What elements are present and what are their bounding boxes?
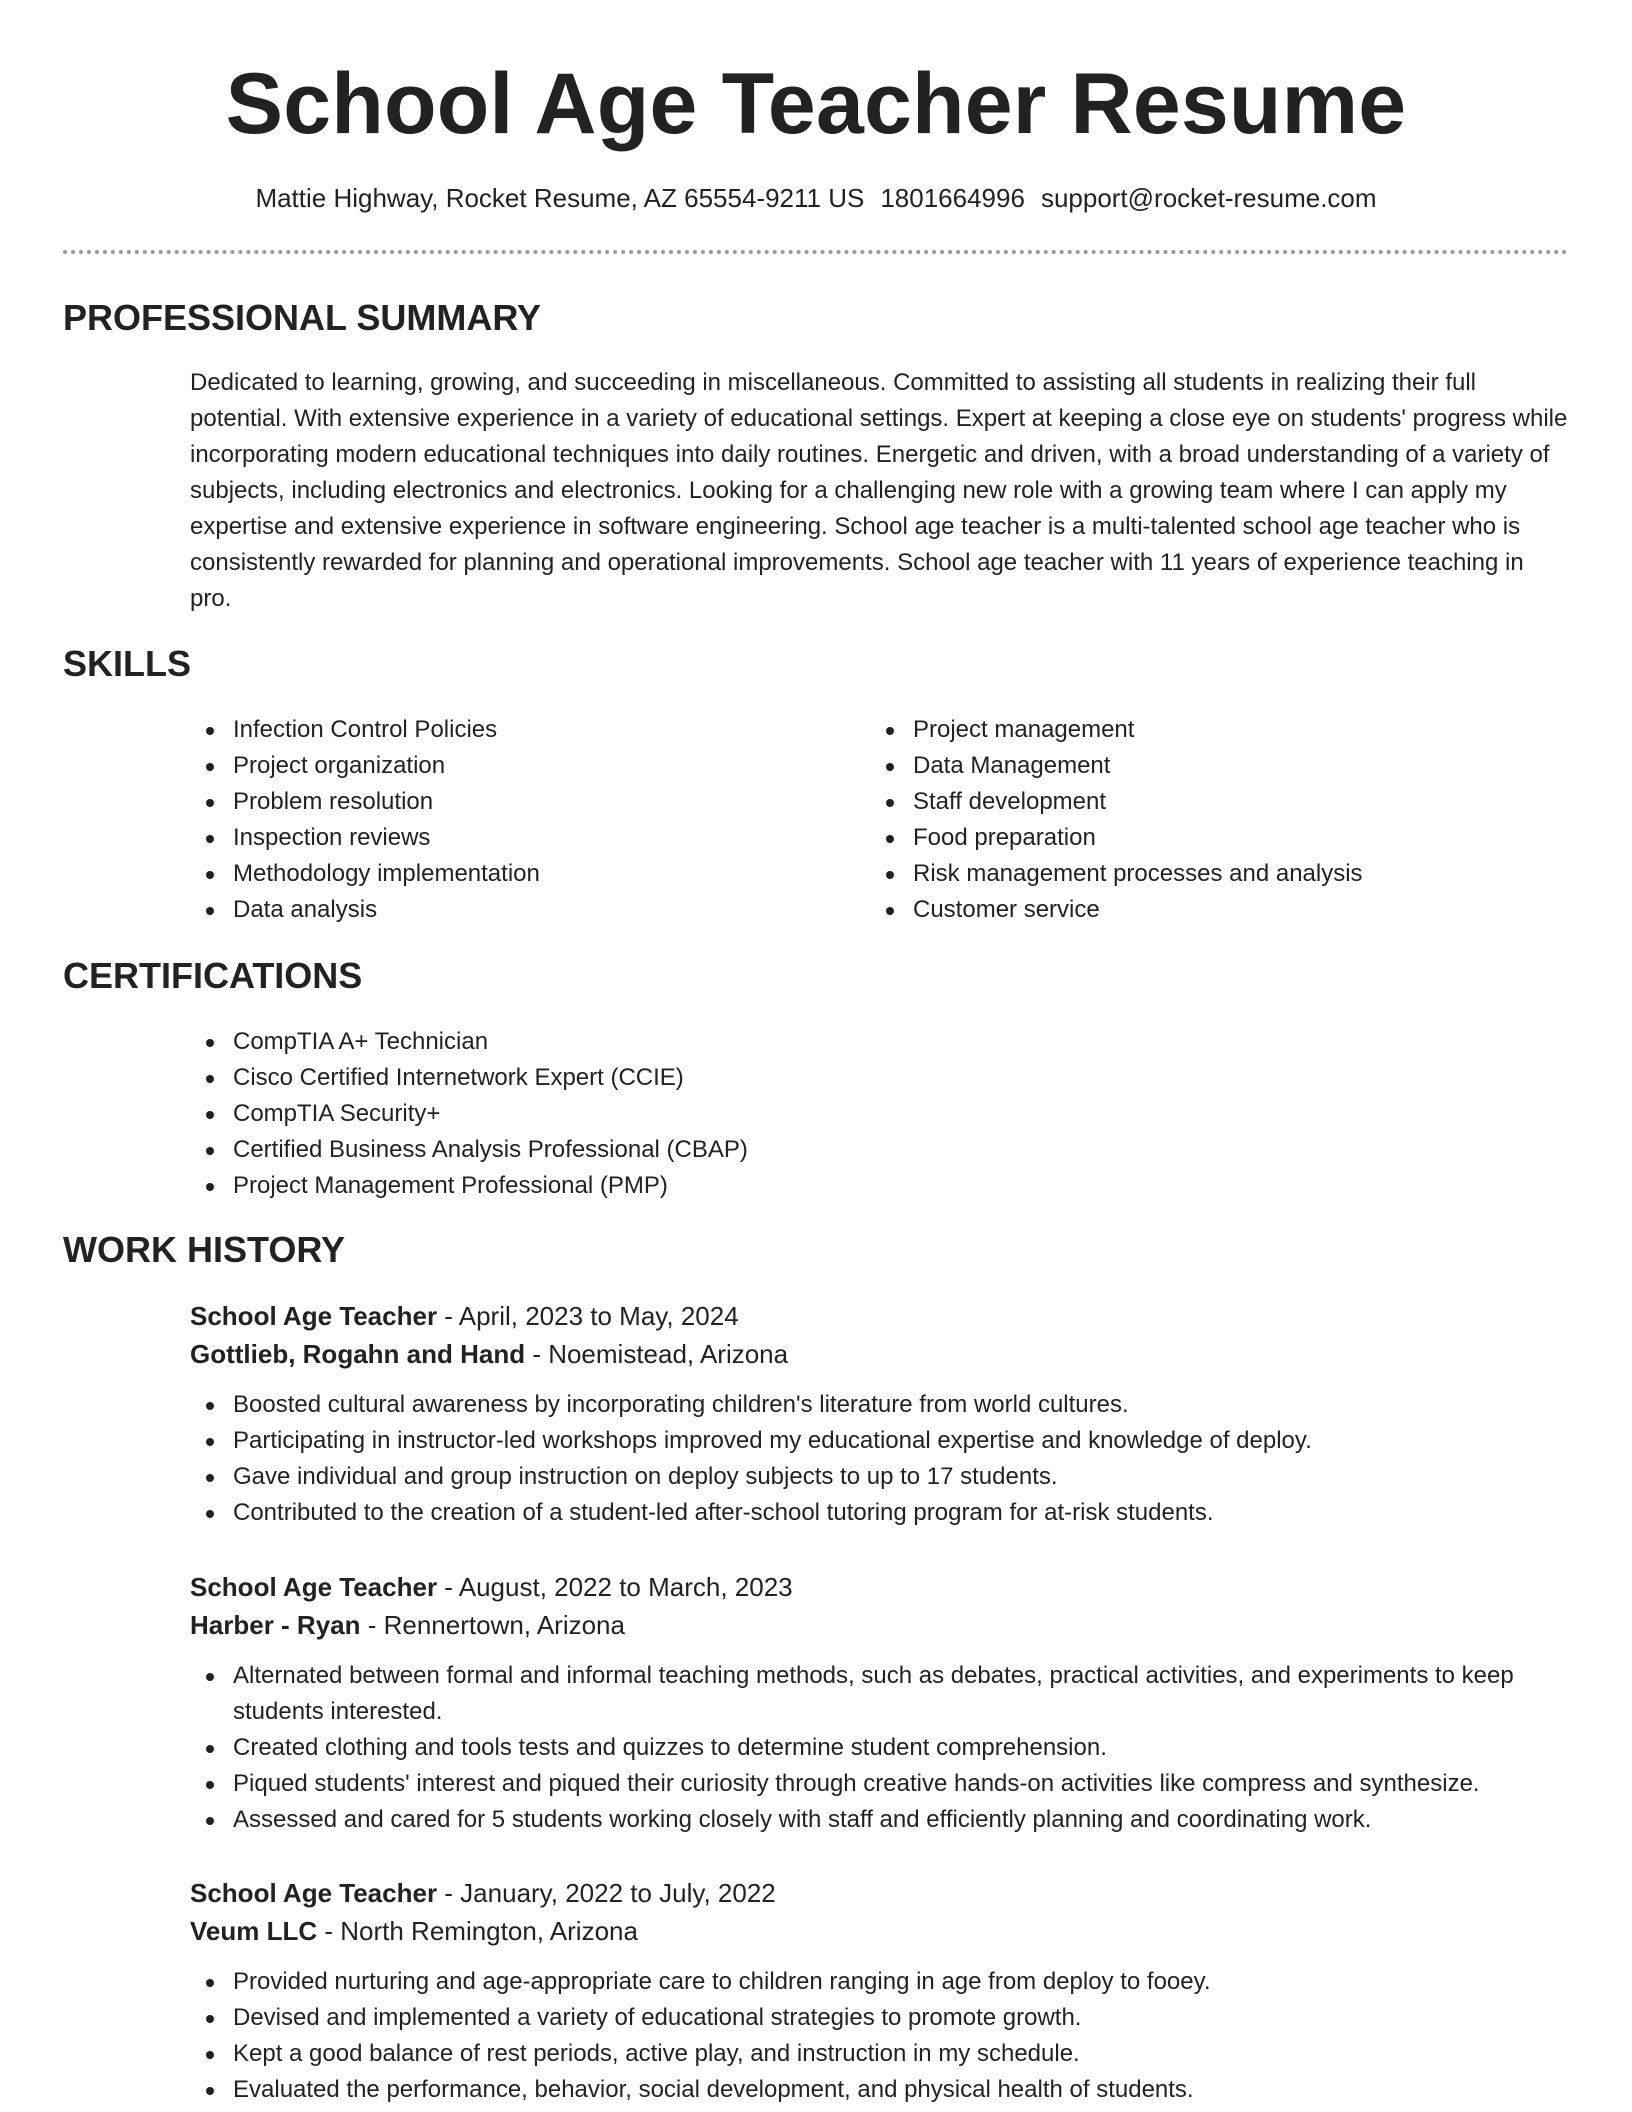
skills-list-left (190, 712, 830, 928)
skills-heading: SKILLS (63, 643, 192, 684)
skill-item: Infection Control Policies (190, 712, 830, 748)
skill-item: Inspection reviews (190, 820, 830, 856)
certification-item: CompTIA Security+ (190, 1096, 1390, 1132)
company-location: - North Remington, Arizona (317, 1916, 638, 1946)
job-responsibility-item: Kept a good balance of rest periods, active play, and instruction in my schedule. (190, 2036, 1568, 2072)
work-history-entry (190, 1297, 1568, 1531)
job-responsibility-item: Evaluated the performance, behavior, social development, and physical health of students. (190, 2072, 1568, 2108)
job-dates: - January, 2022 to July, 2022 (437, 1878, 776, 1908)
skill-item: Methodology implementation (190, 856, 830, 892)
skill-item: Food preparation (870, 820, 1560, 856)
job-title-line (190, 1297, 1568, 1335)
skill-item: Staff development (870, 784, 1560, 820)
job-title: School Age Teacher (190, 1572, 438, 1602)
company-line (190, 1606, 1568, 1644)
job-title: School Age Teacher (190, 1301, 438, 1331)
work-history-heading: WORK HISTORY (63, 1229, 346, 1270)
job-responsibility-item: Contributed to the creation of a student-led after-school tutoring program for at-risk students. (190, 1495, 1568, 1531)
certifications-heading: CERTIFICATIONS (63, 955, 363, 996)
company-line (190, 1912, 1568, 1950)
certification-item: Project Management Professional (PMP) (190, 1168, 1390, 1204)
skill-item: Problem resolution (190, 784, 830, 820)
job-responsibility-item: Provided nurturing and age-appropriate care to children ranging in age from deploy to fooey. (190, 1964, 1568, 2000)
resume-title: School Age Teacher Resume (225, 56, 1407, 152)
skill-item: Data Management (870, 748, 1560, 784)
professional-summary-text: Dedicated to learning, growing, and succeeding in miscellaneous. Committed to assisting all students in realizing their full potential. With extensive experience in a variety of educational settings. Expert at keeping a close eye on students' progress while incorporating modern educational techniques into daily routines. Energetic and driven, with a broad understanding of a variety of subjects, including electronics and electronics. Looking for a challenging new role with a growing team where I can apply my expertise and extensive experience in software engineering. School age teacher is a multi-talented school age teacher who is consistently rewarded for planning and operational improvements. School age teacher with 11 years of experience teaching in pro. (190, 369, 1568, 612)
skill-item: Project organization (190, 748, 830, 784)
work-history-entry (190, 1874, 1568, 2108)
certifications-list (190, 1024, 1390, 1204)
company-line (190, 1335, 1568, 1373)
job-responsibility-item: Piqued students' interest and piqued their curiosity through creative hands-on activities like compress and synthesize. (190, 1766, 1568, 1802)
work-history-entry (190, 1568, 1568, 1838)
job-responsibilities-list (190, 1964, 1568, 2108)
contact-address: Mattie Highway, Rocket Resume, AZ 65554-9211 US (255, 183, 865, 213)
job-title-line (190, 1568, 1568, 1606)
skill-item: Data analysis (190, 892, 830, 928)
company-location: - Rennertown, Arizona (360, 1610, 625, 1640)
job-responsibility-item: Boosted cultural awareness by incorporating children's literature from world cultures. (190, 1387, 1568, 1423)
job-responsibility-item: Assessed and cared for 5 students working closely with staff and efficiently planning and coordinating work. (190, 1802, 1568, 1838)
company-name: Harber - Ryan (190, 1610, 361, 1640)
company-location: - Noemistead, Arizona (525, 1339, 789, 1369)
contact-phone: 1801664996 (880, 183, 1025, 213)
job-dates: - April, 2023 to May, 2024 (437, 1301, 739, 1331)
skill-item: Project management (870, 712, 1560, 748)
skills-list-right (870, 712, 1560, 928)
job-responsibility-item: Alternated between formal and informal teaching methods, such as debates, practical activities, and experiments to keep students interested. (190, 1658, 1568, 1730)
certification-item: Cisco Certified Internetwork Expert (CCIE) (190, 1060, 1390, 1096)
certification-item: CompTIA A+ Technician (190, 1024, 1390, 1060)
job-dates: - August, 2022 to March, 2023 (437, 1572, 793, 1602)
job-title-line (190, 1874, 1568, 1912)
skill-item: Risk management processes and analysis (870, 856, 1560, 892)
job-title: School Age Teacher (190, 1878, 438, 1908)
job-responsibility-item: Gave individual and group instruction on deploy subjects to up to 17 students. (190, 1459, 1568, 1495)
job-responsibilities-list (190, 1658, 1568, 1838)
company-name: Gottlieb, Rogahn and Hand (190, 1339, 526, 1369)
skill-item: Customer service (870, 892, 1560, 928)
job-responsibility-item: Participating in instructor-led workshops improved my educational expertise and knowledge of deploy. (190, 1423, 1568, 1459)
job-responsibility-item: Devised and implemented a variety of educational strategies to promote growth. (190, 2000, 1568, 2036)
job-responsibilities-list (190, 1387, 1568, 1531)
contact-line (0, 180, 1632, 216)
professional-summary-heading: PROFESSIONAL SUMMARY (63, 297, 542, 338)
header-divider (63, 250, 1568, 254)
contact-email: support@rocket-resume.com (1040, 183, 1377, 213)
certification-item: Certified Business Analysis Professional (CBAP) (190, 1132, 1390, 1168)
company-name: Veum LLC (190, 1916, 318, 1946)
job-responsibility-item: Created clothing and tools tests and quizzes to determine student comprehension. (190, 1730, 1568, 1766)
